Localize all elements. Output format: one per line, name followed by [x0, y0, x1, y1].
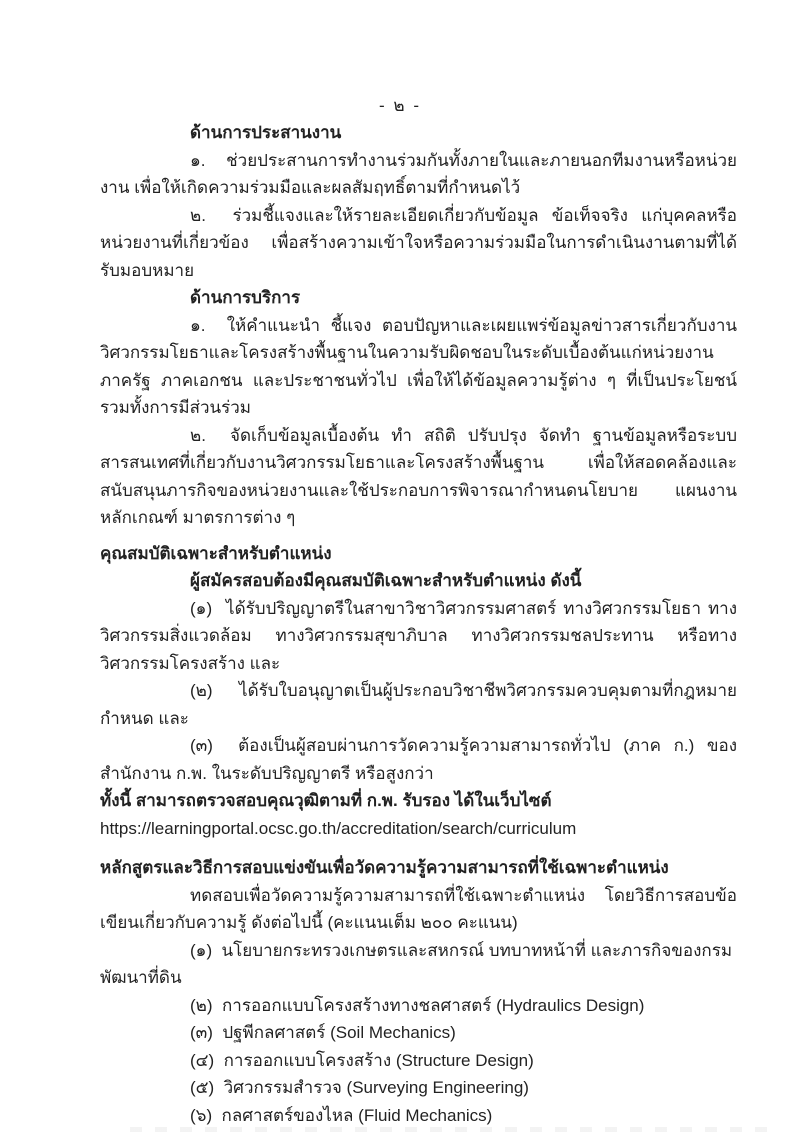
- exam-heading: หลักสูตรและวิธีการสอบแข่งขันเพื่อวัดความรู้ความสามารถที่ใช้เฉพาะตำแหน่ง: [100, 858, 669, 877]
- coordination-heading: ด้านการประสานงาน: [190, 123, 342, 142]
- page-number: - ๒ -: [379, 96, 421, 115]
- qualification-item-3: (๓) ต้องเป็นผู้สอบผ่านการวัดความรู้ความสามารถทั่วไป (ภาค ก.) ของสำนักงาน ก.พ. ในระดับปริญญาตรี หรือสูงกว่า: [100, 736, 737, 783]
- exam-topic-1: (๑) นโยบายกระทรวงเกษตรและสหกรณ์ บทบาทหน้าที่ และภารกิจของกรมพัฒนาที่ดิน: [100, 940, 733, 987]
- exam-topic-5: (๕) วิศวกรรมสำรวจ (Surveying Engineering): [190, 1078, 529, 1097]
- verify-note: ทั้งนี้ สามารถตรวจสอบคุณวุฒิตามที่ ก.พ. รับรอง ได้ในเว็บไซต์: [100, 791, 552, 810]
- exam-intro: ทดสอบเพื่อวัดความรู้ความสามารถที่ใช้เฉพาะตำแหน่ง โดยวิธีการสอบข้อเขียนเกี่ยวกับความรู้ ดังต่อไปนี้ (คะแนนเต็ม ๒๐๐ คะแนน): [100, 885, 737, 932]
- section-coordination: [100, 119, 737, 284]
- exam-topic-3: (๓) ปฐพีกลศาสตร์ (Soil Mechanics): [190, 1023, 456, 1042]
- section-service: [100, 284, 742, 532]
- exam-topic-2: (๒) การออกแบบโครงสร้างทางชลศาสตร์ (Hydraulics Design): [190, 995, 645, 1015]
- qualifications-heading: คุณสมบัติเฉพาะสำหรับตำแหน่ง: [100, 543, 332, 563]
- qualification-item-1: (๑) ได้รับปริญญาตรีในสาขาวิชาวิศวกรรมศาสตร์ ทางวิศวกรรมโยธา ทางวิศวกรรมสิ่งแวดล้อม ทางวิศวกรรมสุขาภิบาล ทางวิศวกรรมชลประทาน หรือทางวิศวกรรมโครงสร้าง และ: [100, 598, 737, 673]
- qualifications-intro: ผู้สมัครสอบต้องมีคุณสมบัติเฉพาะสำหรับตำแหน่ง ดังนี้: [190, 571, 582, 590]
- verify-url: https://learningportal.ocsc.go.th/accreditation/search/curriculum: [100, 818, 577, 838]
- section-qualifications: [100, 540, 737, 843]
- exam-topic-6: (๖) กลศาสตร์ของไหล (Fluid Mechanics): [190, 1105, 493, 1125]
- document-body: [0, 119, 800, 1132]
- coordination-paragraph-2: ๒. ร่วมชี้แจงและให้รายละเอียดเกี่ยวกับข้อมูล ข้อเท็จจริง แก่บุคคลหรือหน่วยงานที่เกี่ยวข้อง เพื่อสร้างความเข้าใจหรือความร่วมมือในการดำเนินงานตามที่ได้รับมอบหมาย: [100, 205, 737, 280]
- scan-artifact-strip: [130, 1127, 775, 1132]
- service-heading: ด้านการบริการ: [190, 288, 301, 307]
- section-exam: [100, 854, 737, 1129]
- exam-topic-4: (๔) การออกแบบโครงสร้าง (Structure Design): [190, 1050, 534, 1070]
- coordination-paragraph-1: ๑. ช่วยประสานการทำงานร่วมกันทั้งภายในและภายนอกทีมงานหรือหน่วยงาน เพื่อให้เกิดความร่วมมือและผลสัมฤทธิ์ตามที่กำหนดไว้: [100, 150, 737, 197]
- service-paragraph-2: ๒. จัดเก็บข้อมูลเบื้องต้น ทำ สถิติ ปรับปรุง จัดทำ ฐานข้อมูลหรือระบบสารสนเทศที่เกี่ยวกับงานวิศวกรรมโยธาและโครงสร้างพื้นฐาน เพื่อให้สอดคล้องและสนับสนุนภารกิจของหน่วยงานและใช้ประกอบการพิจารณากำหนดนโยบาย แผนงาน หลักเกณฑ์ มาตรการต่าง ๆ: [100, 425, 742, 527]
- qualification-item-2: (๒) ได้รับใบอนุญาตเป็นผู้ประกอบวิชาชีพวิศวกรรมควบคุมตามที่กฎหมายกำหนด และ: [100, 681, 737, 728]
- service-paragraph-1: ๑. ให้คำแนะนำ ชี้แจง ตอบปัญหาและเผยแพร่ข้อมูลข่าวสารเกี่ยวกับงานวิศวกรรมโยธาและโครงสร้างพื้นฐานในความรับผิดชอบในระดับเบื้องต้นแก่หน่วยงานภาครัฐ ภาคเอกชน และประชาชนทั่วไป เพื่อให้ได้ข้อมูลความรู้ต่าง ๆ ที่เป็นประโยชน์ รวมทั้งการมีส่วนร่วม: [100, 315, 742, 417]
